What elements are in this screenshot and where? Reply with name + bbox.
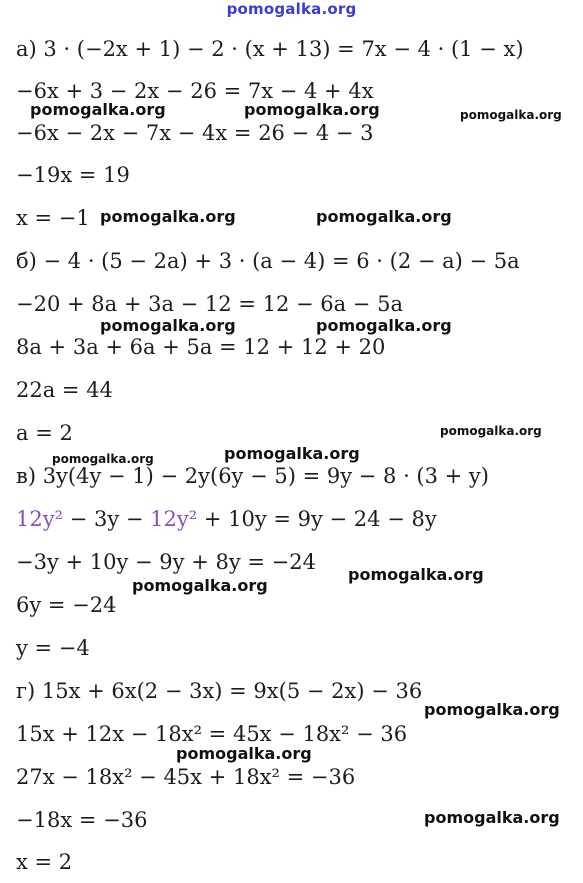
watermark: pomogalka.org [244, 100, 380, 119]
equation-line-v2 [16, 504, 437, 534]
watermark: pomogalka.org [348, 565, 484, 584]
equation-segment: + 10y = 9y − 24 − 8y [197, 507, 437, 531]
equation-line-g5: x = 2 [16, 850, 73, 874]
watermark: pomogalka.org [424, 700, 560, 719]
equation-line-b5: a = 2 [16, 421, 73, 445]
equation-line-v4: 6y = −24 [16, 593, 117, 617]
equation-line-b3: 8a + 3a + 6a + 5a = 12 + 12 + 20 [16, 335, 386, 359]
equation-line-g4: −18x = −36 [16, 808, 148, 832]
equation-line-a2: −6x + 3 − 2x − 26 = 7x − 4 + 4x [16, 79, 374, 103]
watermark: pomogalka.org [316, 207, 452, 226]
equation-line-a3: −6x − 2x − 7x − 4x = 26 − 4 − 3 [16, 121, 374, 145]
equation-segment: − 3y − [63, 507, 151, 531]
equation-line-b4: 22a = 44 [16, 378, 113, 402]
equation-line-v5: y = −4 [16, 636, 90, 660]
watermark: pomogalka.org [224, 444, 360, 463]
watermark: pomogalka.org [100, 207, 236, 226]
watermark: pomogalka.org [316, 316, 452, 335]
equation-line-a5: x = −1 [16, 206, 90, 230]
equation-line-b2: −20 + 8a + 3a − 12 = 12 − 6a − 5a [16, 292, 403, 316]
equation-line-a1: а) 3 · (−2x + 1) − 2 · (x + 13) = 7x − 4 · (1 − x) [16, 37, 524, 61]
equation-line-b1: б) − 4 · (5 − 2a) + 3 · (a − 4) = 6 · (2 − a) − 5a [16, 249, 520, 273]
equation-line-v1: в) 3y(4y − 1) − 2y(6y − 5) = 9y − 8 · (3 + y) [16, 464, 489, 488]
equation-line-g2: 15x + 12x − 18x² = 45x − 18x² − 36 [16, 722, 408, 746]
equation-line-v3: −3y + 10y − 9y + 8y = −24 [16, 550, 316, 574]
watermark: pomogalka.org [100, 316, 236, 335]
watermark: pomogalka.org [132, 576, 268, 595]
equation-line-g3: 27x − 18x² − 45x + 18x² = −36 [16, 765, 356, 789]
equation-line-a4: −19x = 19 [16, 163, 130, 187]
equation-line-g1: г) 15x + 6x(2 − 3x) = 9x(5 − 2x) − 36 [16, 679, 423, 703]
highlighted-term: 12y² [16, 507, 64, 531]
watermark: pomogalka.org [424, 808, 560, 827]
highlighted-term: 12y² [150, 507, 198, 531]
site-header[interactable]: pomogalka.org [226, 0, 357, 18]
watermark: pomogalka.org [30, 100, 166, 119]
watermark: pomogalka.org [460, 108, 562, 122]
watermark: pomogalka.org [52, 452, 154, 466]
watermark: pomogalka.org [440, 424, 542, 438]
watermark: pomogalka.org [176, 744, 312, 763]
